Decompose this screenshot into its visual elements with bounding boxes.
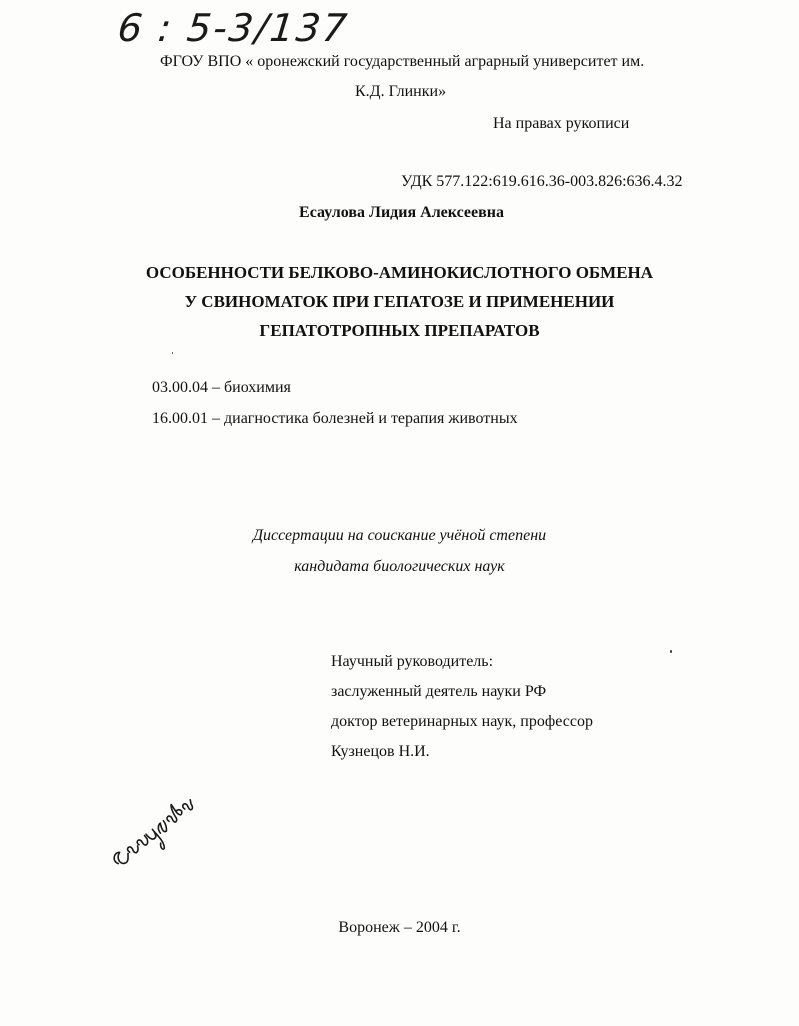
title-line-2: У СВИНОМАТОК ПРИ ГЕПАТОЗЕ И ПРИМЕНЕНИИ [184,292,615,311]
paper-speck [172,352,173,354]
dissertation-title [0,258,799,345]
supervisor-title-2: доктор ветеринарных наук, профессор [331,713,593,730]
degree-line-1: Диссертации на соискание учёной степени [252,527,547,544]
handwritten-catalog-code: 6 : 5-3/137 [115,6,351,50]
udk-code: УДК 577.122:619.616.36-003.826:636.4.32 [401,173,683,190]
paper-speck [670,650,672,653]
institution-line-2: К.Д. Глинки» [355,83,447,100]
supervisor-title-1: заслуженный деятель науки РФ [331,683,547,700]
specialty-code-2: 16.00.01 – диагностика болезней и терапия животных [152,410,518,427]
supervisor-label: Научный руководитель: [331,653,494,670]
title-line-1: ОСОБЕННОСТИ БЕЛКОВО-АМИНОКИСЛОТНОГО ОБМЕНА [145,263,654,282]
supervisor-name: Кузнецов Н.И. [331,743,430,760]
author-name: Есаулова Лидия Алексеевна [299,204,504,221]
degree-line-2: кандидата биологических наук [294,558,505,575]
supervisor-block [331,647,593,767]
manuscript-rights: На правах рукописи [493,115,630,132]
title-line-3: ГЕПАТОТРОПНЫХ ПРЕПАРАТОВ [259,321,540,340]
city-year: Воронеж – 2004 г. [338,919,461,936]
specialty-code-1: 03.00.04 – биохимия [152,379,291,396]
institution-line-1: ФГОУ ВПО « оронежский государственный аграрный университет им. [160,53,645,70]
handwritten-signature [98,780,218,875]
